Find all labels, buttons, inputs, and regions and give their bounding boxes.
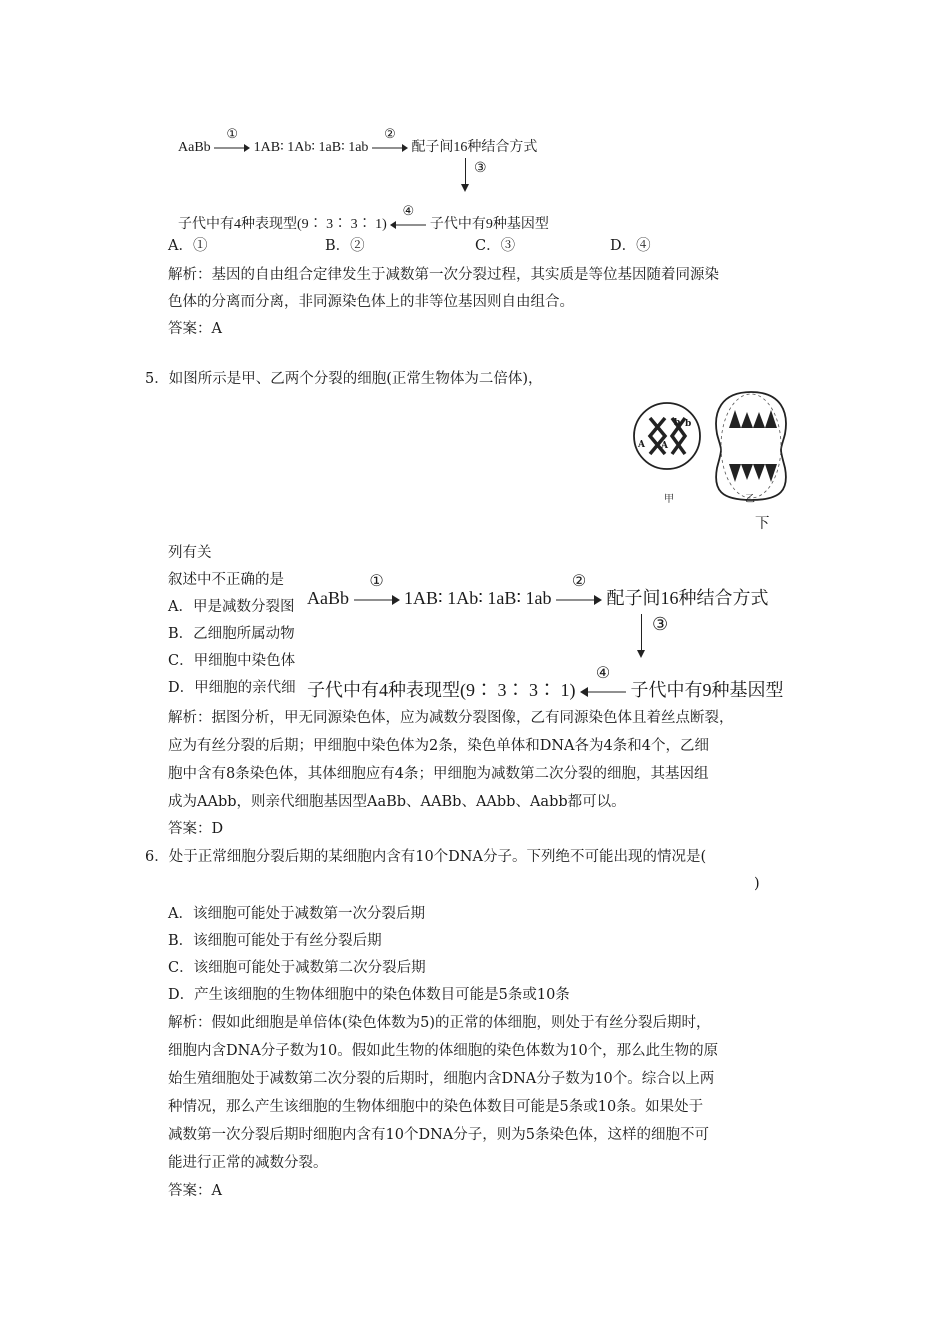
arrow-right-icon: ① bbox=[214, 140, 250, 156]
flow-row-1: AaBb ① 1AB∶ 1Ab∶ 1aB∶ 1ab ② 配子间16种结合方式 bbox=[178, 126, 538, 155]
analysis-line: 解析：假如此细胞是单倍体(染色体数为5)的正常的体细胞，则处于有丝分裂后期时， bbox=[168, 1015, 711, 1031]
answer: 答案：D bbox=[168, 821, 224, 837]
analysis-line: 减数第一次分裂后期时细胞内含有10个DNA分子，则为5条染色体，这样的细胞不可 bbox=[168, 1127, 709, 1143]
cell-division-figure bbox=[625, 382, 795, 507]
arrow-right-icon: ② bbox=[556, 588, 602, 609]
arrow-right-icon: ② bbox=[372, 140, 408, 156]
flow-row-2: 子代中有4种表现型(9∶ 3∶ 3∶ 1) ④ 子代中有9种基因型 bbox=[307, 676, 792, 702]
analysis-line: 色体的分离而分离，非同源染色体上的非等位基因则自由组合。 bbox=[168, 294, 574, 310]
analysis-line: 种情况，那么产生该细胞的生物体细胞中的染色体数目可能是5条或10条。如果处于 bbox=[168, 1099, 704, 1115]
arrow-right-icon: ① bbox=[354, 588, 400, 609]
option-b: B．乙细胞所属动物 bbox=[168, 626, 295, 642]
answer: 答案：A bbox=[168, 1183, 222, 1199]
analysis-line: 解析：据图分析，甲无同源染色体，应为减数分裂图像，乙有同源染色体且着丝点断裂， bbox=[168, 710, 734, 726]
option-c: C．甲细胞中染色体 bbox=[168, 653, 296, 669]
analysis-line: 始生殖细胞处于减数第二次分裂的后期时，细胞内含DNA分子数为10个。综合以上两 bbox=[168, 1071, 715, 1087]
analysis-line: 解析：基因的自由组合定律发生于减数第一次分裂过程，其实质是等位基因随着同源染 bbox=[168, 267, 719, 283]
answer: 答案：A bbox=[168, 321, 222, 337]
arrow-down-icon bbox=[641, 614, 642, 650]
arrow-left-icon: ④ bbox=[390, 217, 426, 233]
question-stem: 6．处于正常细胞分裂后期的某细胞内含有10个DNA分子。下列绝不可能出现的情况是( bbox=[145, 849, 707, 865]
analysis-line: 能进行正常的减数分裂。 bbox=[168, 1155, 328, 1171]
option-a: A．① bbox=[168, 238, 208, 254]
cell-yi bbox=[716, 392, 786, 500]
flow-row-2: 子代中有4种表现型(9∶ 3∶ 3∶ 1) ④ 子代中有9种基因型 bbox=[178, 203, 549, 232]
arrow-down-icon bbox=[465, 158, 466, 184]
arrow-left-icon: ④ bbox=[580, 680, 626, 701]
analysis-line: 细胞内含DNA分子数为10。假如此生物的体细胞的染色体数为10个，那么此生物的原 bbox=[168, 1043, 719, 1059]
flow-row-1: AaBb ① 1AB∶ 1Ab∶ 1aB∶ 1ab ② 配子间16种结合方式 bbox=[307, 584, 777, 610]
analysis-line: 成为AAbb，则亲代细胞基因型AaBb、AABb、AAbb、Aabb都可以。 bbox=[168, 794, 626, 810]
question-stem: 5．如图所示是甲、乙两个分裂的细胞(正常生物体为二倍体)， bbox=[145, 371, 543, 387]
option-a: A．该细胞可能处于减数第一次分裂后期 bbox=[168, 906, 425, 922]
cell-label-yi: 乙 bbox=[745, 494, 755, 505]
option-d: D．甲细胞的亲代细 bbox=[168, 680, 296, 696]
option-b: B．该细胞可能处于有丝分裂后期 bbox=[168, 933, 382, 949]
analysis-line: 应为有丝分裂的后期；甲细胞中染色体为2条，染色单体和DNA各为4条和4个，乙细 bbox=[168, 738, 709, 754]
option-d: D．产生该细胞的生物体细胞中的染色体数目可能是5条或10条 bbox=[168, 987, 570, 1003]
option-b: B．② bbox=[325, 238, 365, 254]
cell-label-jia: 甲 bbox=[664, 494, 674, 505]
option-a: A．甲是减数分裂图 bbox=[168, 599, 295, 615]
analysis-line: 胞中含有8条染色体，其体细胞应有4条；甲细胞为减数第二次分裂的细胞，其基因组 bbox=[168, 766, 709, 782]
cell-jia bbox=[634, 403, 700, 469]
option-c: C．该细胞可能处于减数第二次分裂后期 bbox=[168, 960, 426, 976]
option-c: C．③ bbox=[475, 238, 516, 254]
option-d: D．④ bbox=[610, 238, 651, 254]
